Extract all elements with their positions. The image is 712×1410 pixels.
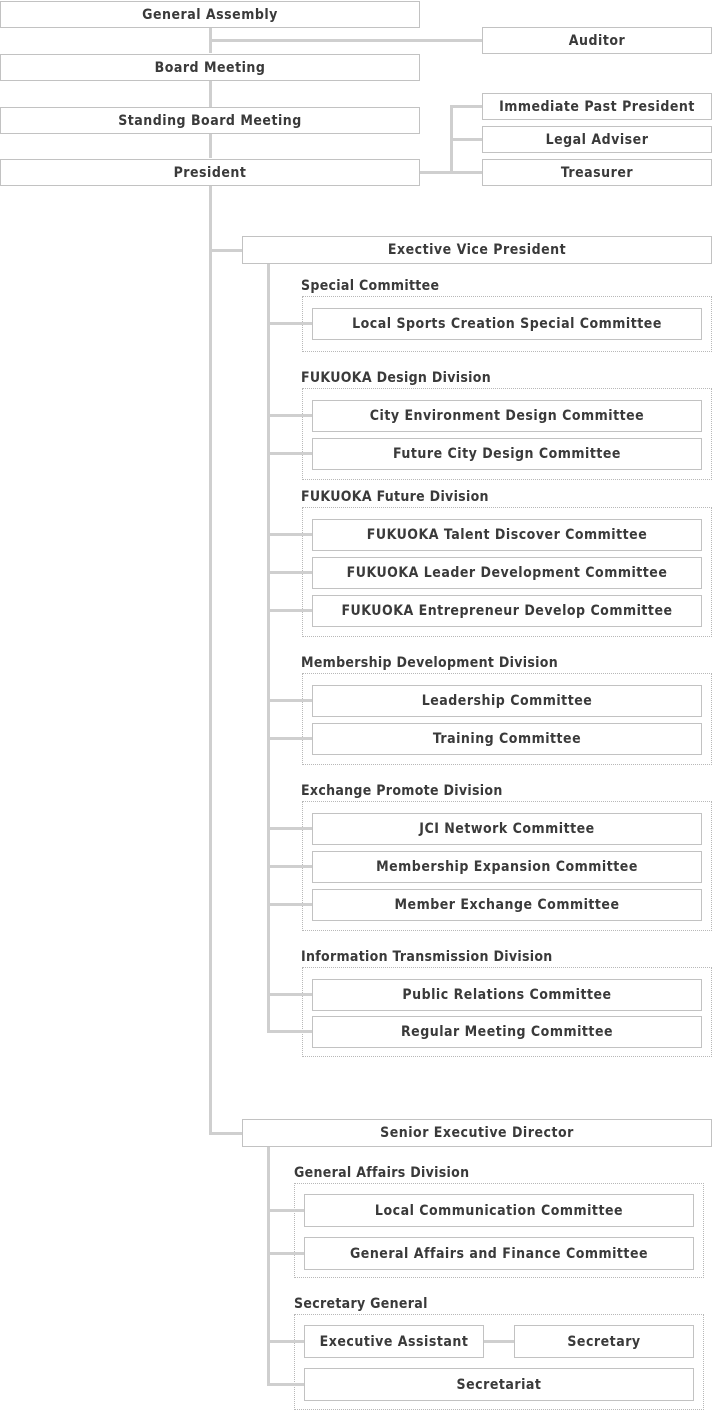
connector-line — [209, 1132, 243, 1135]
division-label: FUKUOKA Design Division — [301, 370, 491, 386]
connector-line — [420, 171, 452, 174]
committee-box: Training Committee — [312, 723, 702, 755]
committee-box: Local Sports Creation Special Committee — [312, 308, 702, 340]
committee-box: Public Relations Committee — [312, 979, 702, 1011]
committee-box: Regular Meeting Committee — [312, 1016, 702, 1048]
division-label: Membership Development Division — [301, 655, 558, 671]
secretariat-box: Secretariat — [304, 1368, 694, 1401]
connector-line — [267, 827, 313, 830]
committee-box: City Environment Design Committee — [312, 400, 702, 432]
connector-line — [209, 80, 212, 107]
auditor-box: Auditor — [482, 27, 712, 54]
executive-assistant-box: Executive Assistant — [304, 1325, 484, 1358]
connector-line — [450, 171, 483, 174]
connector-line — [267, 1340, 305, 1343]
committee-box: Leadership Committee — [312, 685, 702, 717]
connector-line — [450, 138, 483, 141]
connector-line — [209, 39, 483, 42]
connector-line — [267, 1030, 313, 1033]
connector-line — [209, 185, 212, 1135]
connector-line — [267, 865, 313, 868]
connector-line — [267, 533, 313, 536]
treasurer-box: Treasurer — [482, 159, 712, 186]
connector-line — [267, 263, 270, 1033]
connector-line — [267, 1252, 305, 1255]
connector-line — [267, 699, 313, 702]
committee-box: FUKUOKA Leader Development Committee — [312, 557, 702, 589]
committee-box: General Affairs and Finance Committee — [304, 1237, 694, 1270]
general-assembly-box: General Assembly — [0, 1, 420, 28]
connector-line — [267, 452, 313, 455]
evp-box: Exective Vice President — [242, 236, 712, 264]
committee-box: Future City Design Committee — [312, 438, 702, 470]
connector-line — [267, 571, 313, 574]
connector-line — [267, 1383, 305, 1386]
division-label: Information Transmission Division — [301, 949, 553, 965]
legal-adviser-box: Legal Adviser — [482, 126, 712, 153]
connector-line — [267, 322, 313, 325]
board-meeting-box: Board Meeting — [0, 54, 420, 81]
connector-line — [267, 414, 313, 417]
division-label: General Affairs Division — [294, 1165, 470, 1181]
connector-line — [267, 903, 313, 906]
president-box: President — [0, 159, 420, 186]
committee-box: Member Exchange Committee — [312, 889, 702, 921]
connector-line — [267, 1209, 305, 1212]
immediate-past-president-box: Immediate Past President — [482, 93, 712, 120]
connector-line — [267, 737, 313, 740]
committee-box: Local Communication Committee — [304, 1194, 694, 1227]
connector-line — [267, 1146, 270, 1386]
secretary-box: Secretary — [514, 1325, 694, 1358]
division-label: Special Committee — [301, 278, 440, 294]
connector-line — [209, 133, 212, 158]
committee-box: Membership Expansion Committee — [312, 851, 702, 883]
connector-line — [267, 993, 313, 996]
standing-board-meeting-box: Standing Board Meeting — [0, 107, 420, 134]
division-label: FUKUOKA Future Division — [301, 489, 489, 505]
division-label: Secretary General — [294, 1296, 428, 1312]
sed-box: Senior Executive Director — [242, 1119, 712, 1147]
connector-line — [209, 249, 243, 252]
connector-line — [267, 609, 313, 612]
connector-line — [450, 105, 483, 108]
committee-box: FUKUOKA Entrepreneur Develop Committee — [312, 595, 702, 627]
division-label: Exchange Promote Division — [301, 783, 503, 799]
committee-box: FUKUOKA Talent Discover Committee — [312, 519, 702, 551]
committee-box: JCI Network Committee — [312, 813, 702, 845]
